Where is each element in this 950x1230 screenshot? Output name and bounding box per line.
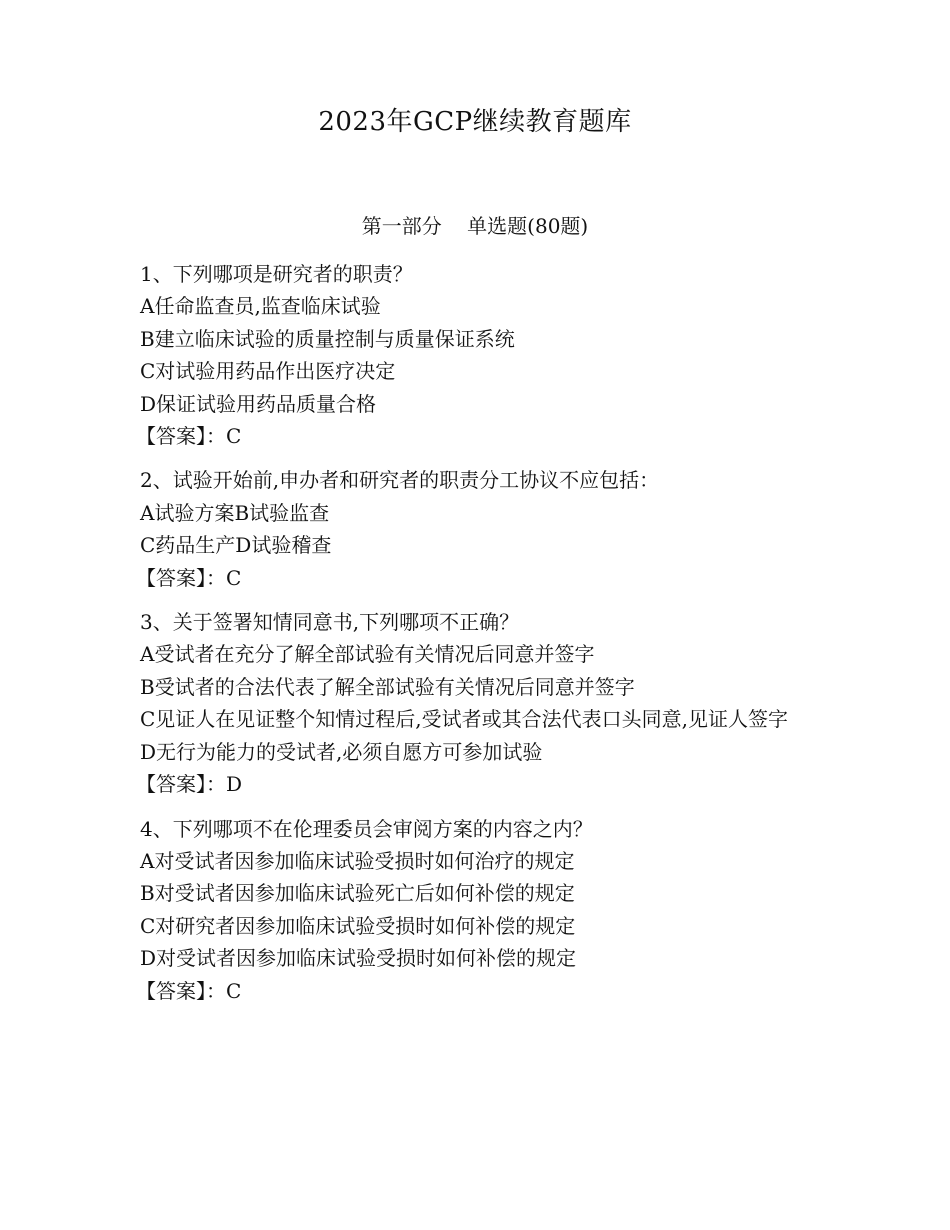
option-c: C见证人在见证整个知情过程后,受试者或其合法代表口头同意,见证人签字	[140, 707, 789, 732]
option-b: B受试者的合法代表了解全部试验有关情况后同意并签字	[140, 674, 635, 699]
option-ab: A试验方案B试验监查	[140, 500, 330, 525]
option-c: C对试验用药品作出医疗决定	[140, 359, 396, 384]
question-stem: 2、试验开始前,申办者和研究者的职责分工协议不应包括：	[140, 468, 660, 493]
answer-line: 【答案】：C	[136, 424, 242, 449]
answer-line: 【答案】：C	[136, 978, 242, 1003]
option-d: D无行为能力的受试者,必须自愿方可参加试验	[140, 739, 543, 764]
question-2	[136, 464, 830, 594]
option-a: A任命监查员,监查临床试验	[140, 294, 381, 319]
option-d: D对受试者因参加临床试验受损时如何补偿的规定	[140, 946, 577, 971]
question-4	[136, 813, 830, 1007]
option-a: A对受试者因参加临床试验受损时如何治疗的规定	[140, 848, 575, 873]
section-title: 第一部分 单选题(80题)	[361, 214, 589, 238]
option-cd: C药品生产D试验稽查	[140, 533, 332, 558]
question-1	[136, 258, 830, 452]
answer-line: 【答案】：D	[136, 772, 243, 797]
question-stem: 3、关于签署知情同意书,下列哪项不正确？	[140, 610, 520, 635]
question-stem: 4、下列哪项不在伦理委员会审阅方案的内容之内？	[140, 816, 593, 841]
option-b: B建立临床试验的质量控制与质量保证系统	[140, 326, 515, 351]
option-b: B对受试者因参加临床试验死亡后如何补偿的规定	[140, 881, 575, 906]
question-stem: 1、下列哪项是研究者的职责？	[140, 262, 413, 286]
option-a: A受试者在充分了解全部试验有关情况后同意并签字	[140, 642, 595, 667]
question-3	[136, 606, 830, 800]
option-d: D保证试验用药品质量合格	[140, 391, 377, 416]
question-list	[136, 258, 830, 1019]
answer-line: 【答案】：C	[136, 565, 242, 590]
option-c: C对研究者因参加临床试验受损时如何补偿的规定	[140, 913, 576, 938]
document-title: 2023年GCP继续教育题库	[318, 107, 632, 137]
